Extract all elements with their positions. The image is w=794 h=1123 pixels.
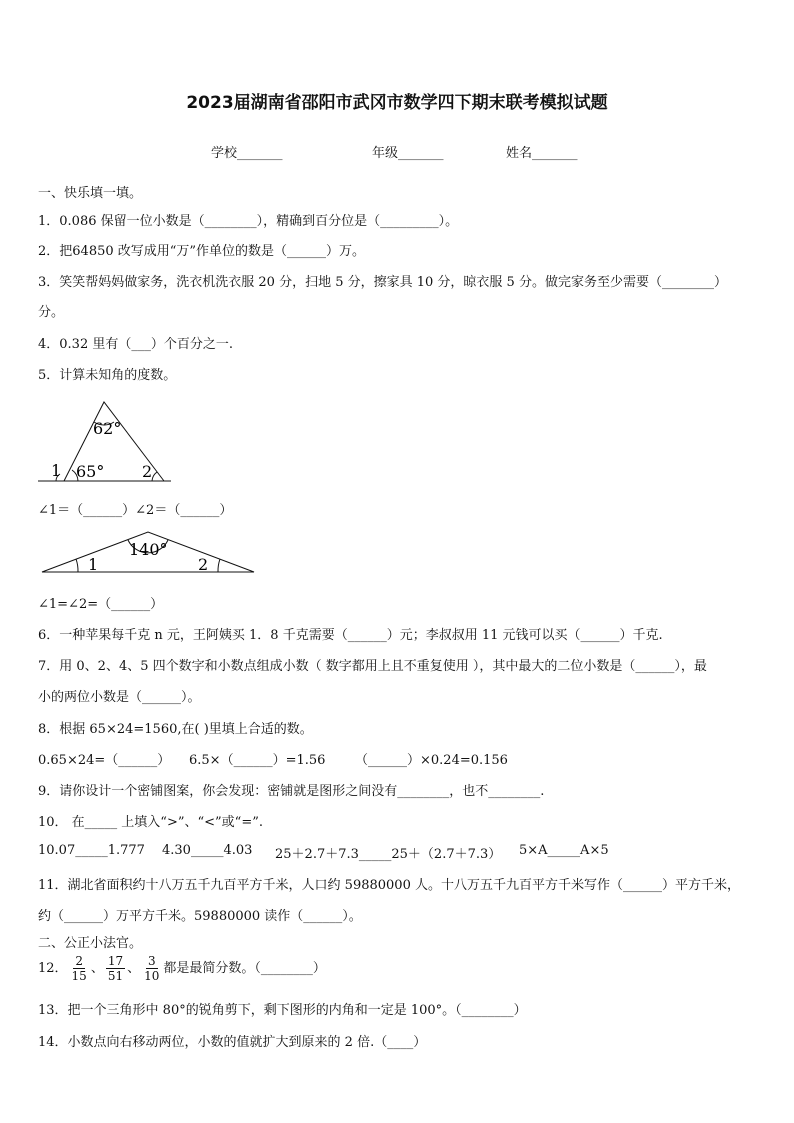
angle-2-label-b: 2: [198, 555, 209, 574]
grade-field: 年级_______: [372, 146, 444, 161]
fraction: [106, 954, 125, 983]
question-14: 14．小数点向右移动两位，小数的值就扩大到原来的 2 倍.（____）: [38, 1035, 427, 1050]
triangle-figure-1: [36, 396, 176, 488]
angle-140-label: 140°: [129, 540, 168, 559]
angle-62-label: 62°: [93, 419, 122, 438]
section-heading-1: 一、快乐填一填。: [38, 186, 143, 201]
fraction-numerator: 3: [147, 954, 156, 968]
question-9: 9．请你设计一个密铺图案，你会发现：密铺就是图形之间没有________，也不________.: [38, 784, 545, 799]
question-11-line2: 约（______）万平方千米。59880000 读作（______）。: [38, 909, 362, 924]
question-6: 6．一种苹果每千克 n 元，王阿姨买 1．8 千克需要（______）元；李叔叔用 11 元钱可以买（______）千克.: [38, 628, 663, 643]
question-2: 2．把64850 改写成用“万”作单位的数是（______）万。: [38, 244, 366, 259]
question-10-item: 25＋2.7＋7.3_____25＋（2.7＋7.3）: [275, 847, 502, 862]
section-heading-2: 二、公正小法官。: [38, 936, 143, 951]
triangle-figure-2: [38, 528, 258, 578]
angle-1-label: 1: [51, 461, 62, 480]
question-10-item: 5×A_____A×5: [519, 843, 609, 858]
question-12-number: 12．: [38, 961, 68, 976]
question-8: 8．根据 65×24=1560,在( )里填上合适的数。: [38, 722, 313, 737]
question-5-answer-b: ∠1=∠2=（______）: [38, 597, 164, 612]
question-10-item: 4.30_____4.03: [162, 843, 253, 858]
question-5-answer-a: ∠1＝（______）∠2＝（______）: [38, 503, 233, 518]
question-7-line1: 7．用 0、2、4、5 四个数字和小数点组成小数（ 数字都用上且不重复使用 ），其中最大的二位小数是（______），最: [38, 659, 707, 674]
fraction-numerator: 17: [107, 954, 124, 968]
fraction-denominator: 10: [144, 969, 160, 983]
question-8-item: （______）×0.24=0.156: [355, 753, 508, 768]
question-7-line2: 小的两位小数是（______）。: [38, 690, 201, 705]
question-12: [38, 952, 326, 986]
question-13: 13．把一个三角形中 80°的锐角剪下，剩下图形的内角和一定是 100°。（________）: [38, 1003, 527, 1018]
question-11-line1: 11．湖北省面积约十八万五千九百平方千米，人口约 59880000 人。十八万五千九百平方千米写作（______）平方千米，: [38, 878, 740, 893]
school-field: 学校_______: [211, 146, 283, 161]
fraction-denominator: 15: [71, 969, 87, 983]
fraction: [142, 954, 161, 983]
question-3-line1: 3．笑笑帮妈妈做家务，洗衣机洗衣服 20 分，扫地 5 分，擦家具 10 分，晾衣服 5 分。做完家务至少需要（________）: [38, 275, 727, 290]
question-1: 1．0.086 保留一位小数是（________），精确到百分位是（_________）。: [38, 214, 459, 229]
angle-1-label-b: 1: [88, 555, 99, 574]
name-field: 姓名_______: [506, 146, 578, 161]
separator: 、: [90, 961, 104, 976]
question-10-item: 10.07_____1.777: [38, 843, 145, 858]
question-10: 10． 在_____ 上填入“>”、“<”或“=”.: [38, 815, 263, 830]
question-8-item: 6.5×（______）=1.56: [189, 753, 326, 768]
angle-65-label: 65°: [76, 462, 105, 481]
question-5: 5．计算未知角的度数。: [38, 368, 177, 383]
question-12-text: 都是最简分数。（________）: [163, 961, 326, 976]
fraction-numerator: 2: [75, 954, 83, 968]
page-title: 2023届湖南省邵阳市武冈市数学四下期末联考模拟试题: [186, 93, 608, 113]
fraction-denominator: 51: [107, 969, 124, 983]
fraction: [70, 954, 89, 983]
question-3-line2: 分。: [38, 305, 65, 320]
question-4: 4．0.32 里有（___）个百分之一.: [38, 337, 233, 352]
question-8-item: 0.65×24=（______）: [38, 753, 171, 768]
angle-2-label: 2: [142, 462, 153, 481]
separator: 、: [127, 961, 141, 976]
